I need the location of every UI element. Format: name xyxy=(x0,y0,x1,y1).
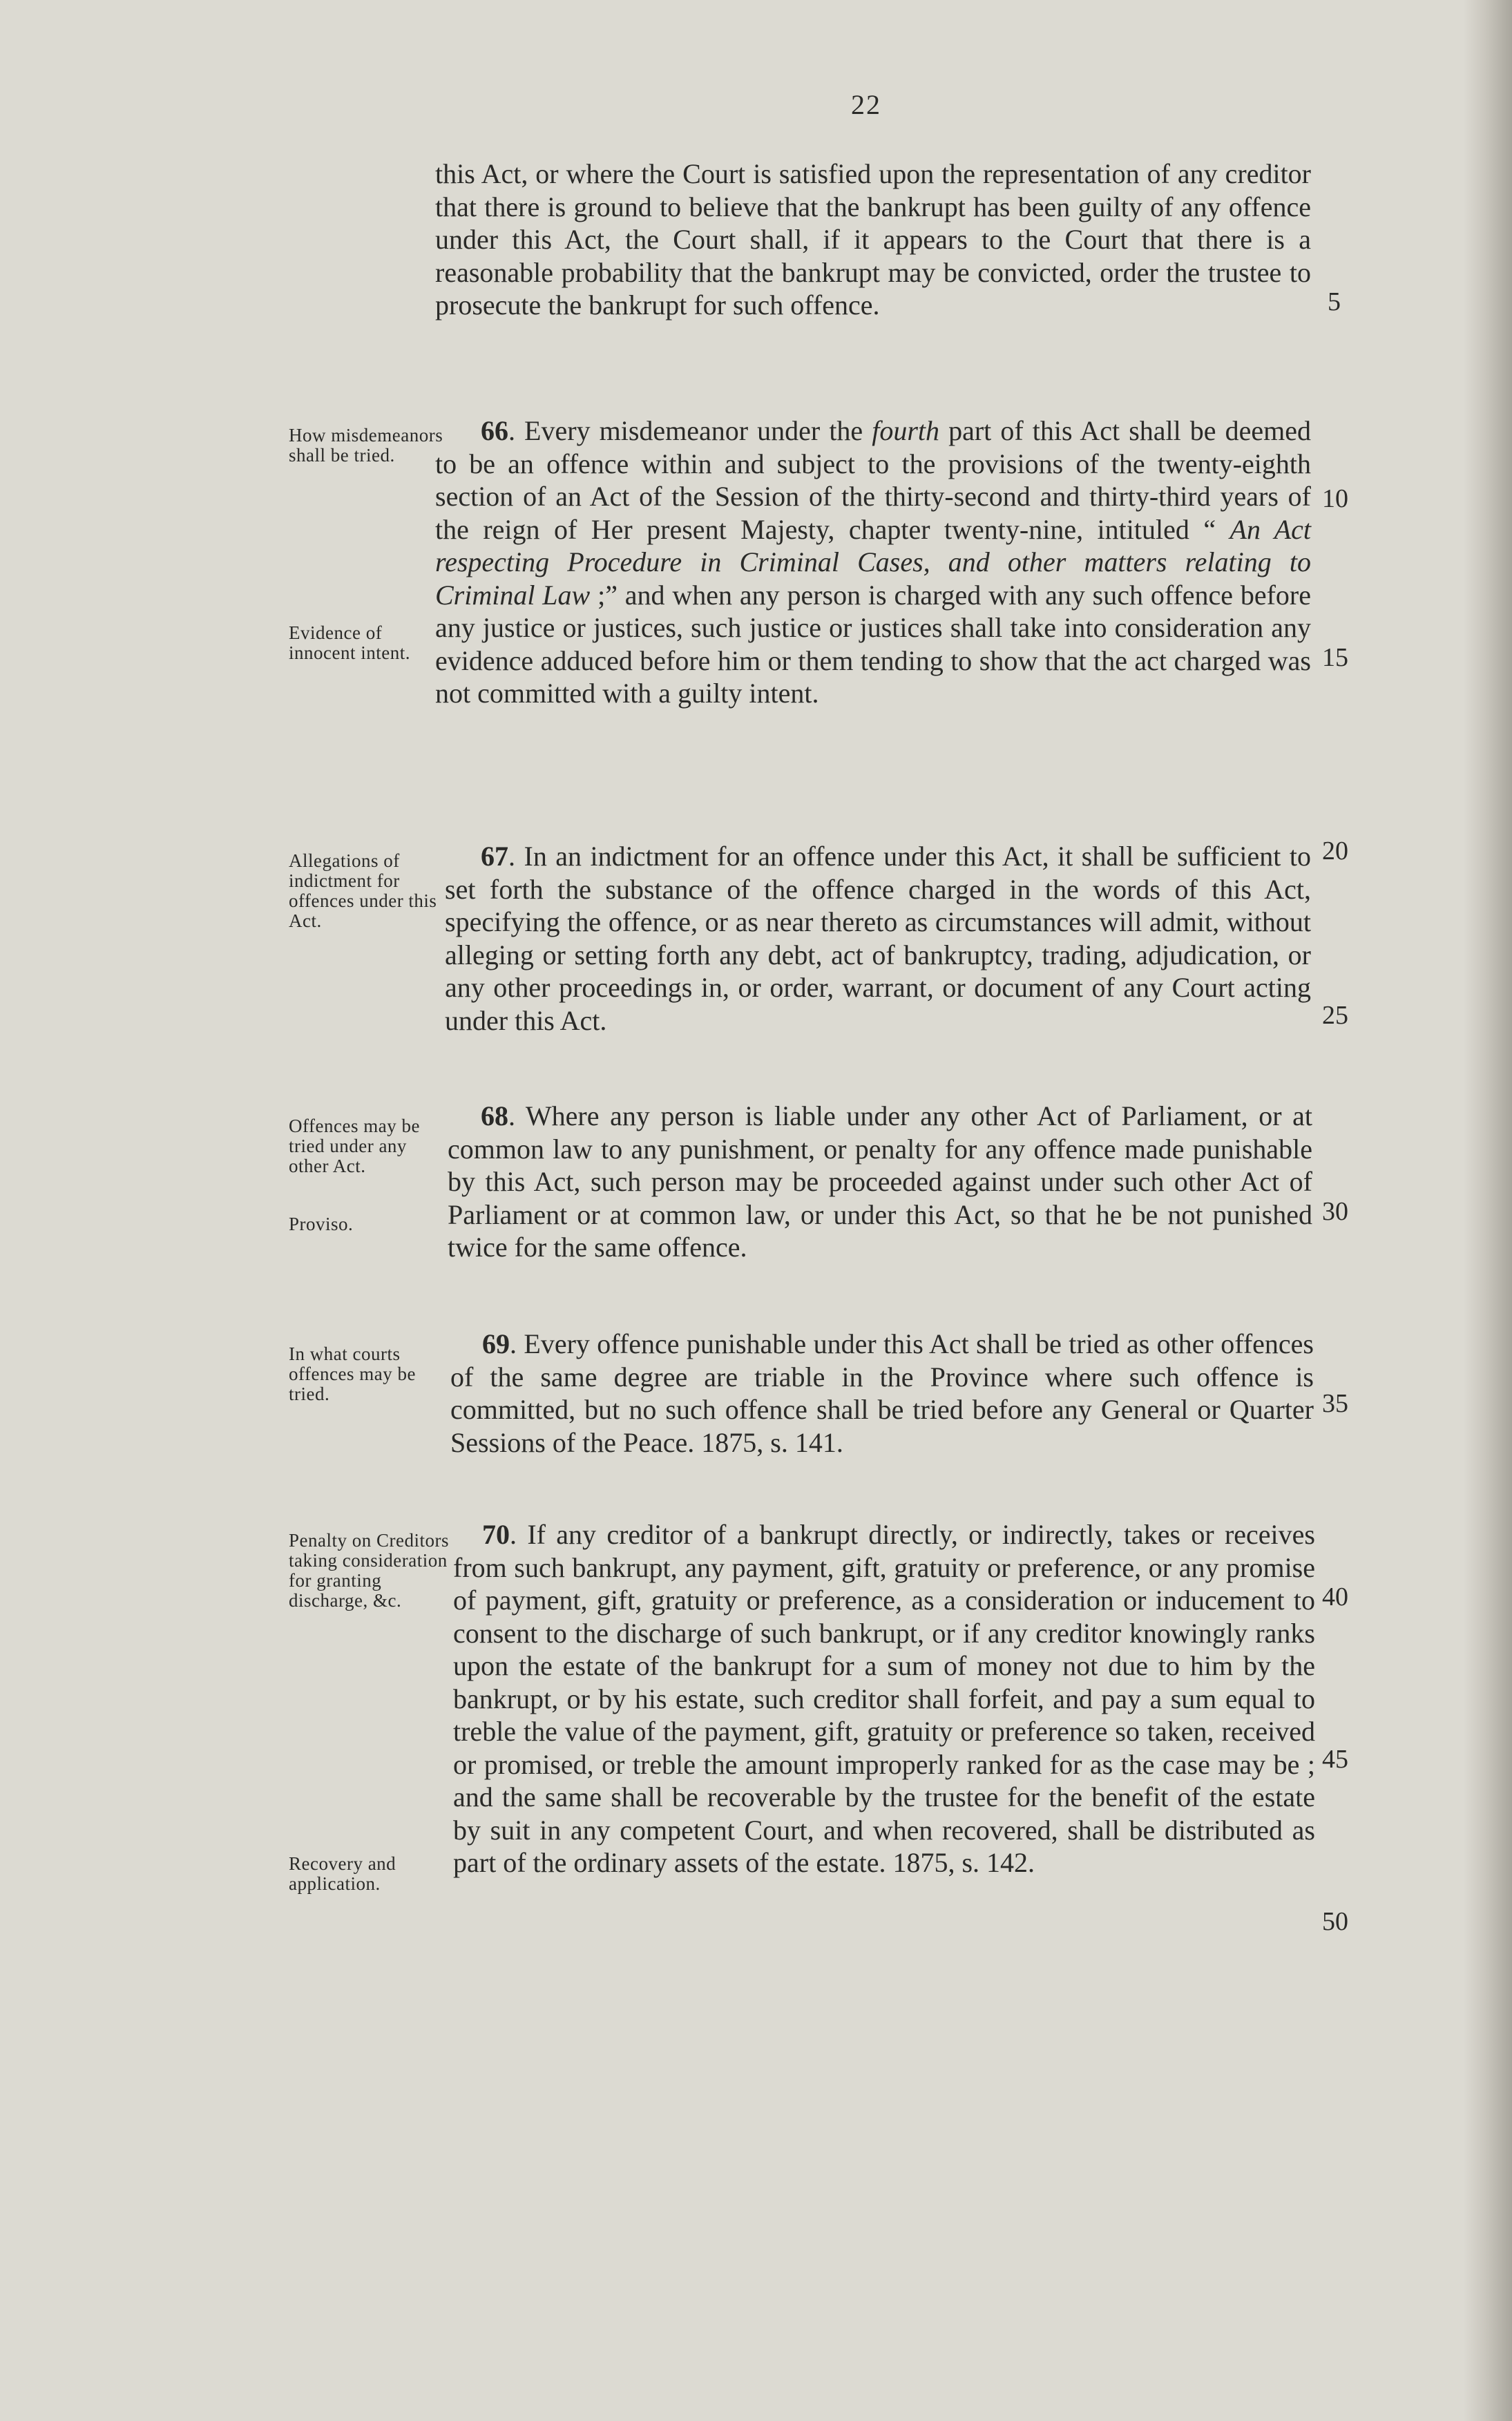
section-68-text: 68. Where any person is liable under any other Act of Parliament, or at common law to any punishment, or penalty for any offence made punishable by this Act, such person may be proceeded against under such other Act of Parliament or at common law, or under this Act, so that he be not punished twice for the same offence. xyxy=(448,1100,1312,1263)
line-number-10: 10 xyxy=(1322,484,1348,513)
line-number-35: 35 xyxy=(1322,1389,1348,1418)
section-70-text: 70. If any creditor of a bankrupt directly, or indirectly, takes or receives from such bankrupt, any payment, gift, gratuity or preference, or any promise of payment, gift, gratuity or preference, as a consideration or inducement to consent to the discharge of such bankrupt, or if any creditor knowingly ranks upon the estate of the bankrupt for a sum of money not due to him by the bankrupt, or by his estate, such creditor shall forfeit, and pay a sum equal to treble the value of the payment, gift, gratuity or preference so taken, received or promised, or treble the amount improperly ranked for as the case may be ; and the same shall be recoverable by the trustee for the benefit of the estate by suit in any competent Court, and when recovered, shall be distributed as part of the ordinary assets of the estate. 1875, s. 142. xyxy=(453,1519,1315,1878)
line-number-20: 20 xyxy=(1322,836,1348,865)
margin-note-69: In what courts offences may be tried. xyxy=(289,1343,416,1404)
section-69 xyxy=(450,1328,1314,1459)
line-number-5: 5 xyxy=(1328,287,1341,316)
margin-note-66-evidence: Evidence of innocent intent. xyxy=(289,622,410,663)
page-edge xyxy=(1464,0,1512,2421)
margin-note-68-proviso: Proviso. xyxy=(289,1214,354,1234)
margin-note-66-trial: How misdemeanors shall be tried. xyxy=(289,425,443,466)
section-70 xyxy=(453,1518,1315,1879)
margin-note-70-recovery: Recovery and application. xyxy=(289,1853,396,1894)
section-number: 67 xyxy=(481,841,508,872)
margin-note-68-other-act: Offences may be tried under any other Act. xyxy=(289,1116,420,1176)
line-number-25: 25 xyxy=(1322,1001,1348,1030)
intro-paragraph xyxy=(435,157,1311,322)
line-number-30: 30 xyxy=(1322,1197,1348,1226)
page-number: 22 xyxy=(851,89,881,120)
section-number: 66 xyxy=(481,415,508,446)
section-67-text: 67. In an indictment for an offence under this Act, it shall be sufficient to set forth the substance of the offence charged in the words of this Act, specifying the offence, or as near thereto as circumstances will admit, without alleging or setting forth any debt, act of bankruptcy, trading, adjudication, or any other proceedings in, or order, warrant, or document of any Court acting under this Act. xyxy=(445,841,1311,1036)
line-number-40: 40 xyxy=(1322,1582,1348,1611)
margin-note-67: Allegations of indictment for offences under this Act. xyxy=(289,850,437,931)
intro-text: this Act, or where the Court is satisfied upon the representation of any creditor that there is ground to believe that the bankrupt has been guilty of any offence under this Act, the Court shall, if it appears to the Court that there is a reasonable probability that the bankrupt may be convicted, order the trustee to prosecute the bankrupt for such offence. xyxy=(435,158,1311,320)
line-number-45: 45 xyxy=(1322,1745,1348,1774)
section-number: 69 xyxy=(482,1328,510,1359)
section-68 xyxy=(448,1100,1312,1264)
margin-note-70-penalty: Penalty on Creditors taking consideration for granting discharge, &c. xyxy=(289,1530,449,1611)
section-66 xyxy=(435,414,1311,710)
section-67 xyxy=(445,840,1311,1037)
line-number-15: 15 xyxy=(1322,643,1348,672)
section-66-text: 66. Every misdemeanor under the fourth part of this Act shall be deemed to be an offence within and subject to the provisions of the twenty-eighth section of an Act of the Session of the thirty-second and thirty-third years of the reign of Her present Majesty, chapter twenty-nine, intituled “ An Act respecting Procedure in Criminal Cases, and other matters relating to Criminal Law ;” and when any person is charged with any such offence before any justice or justices, such justice or justices shall take into consideration any evidence adduced before him or them tending to show that the act charged was not committed with a guilty intent. xyxy=(435,415,1312,709)
section-69-text: 69. Every offence punishable under this Act shall be tried as other offences of the same degree are triable in the Province where such offence is committed, but no such offence shall be tried before any General or Quarter Sessions of the Peace. 1875, s. 141. xyxy=(450,1328,1314,1458)
section-number: 68 xyxy=(481,1100,508,1131)
section-number: 70 xyxy=(482,1519,510,1550)
line-number-50: 50 xyxy=(1322,1907,1348,1936)
